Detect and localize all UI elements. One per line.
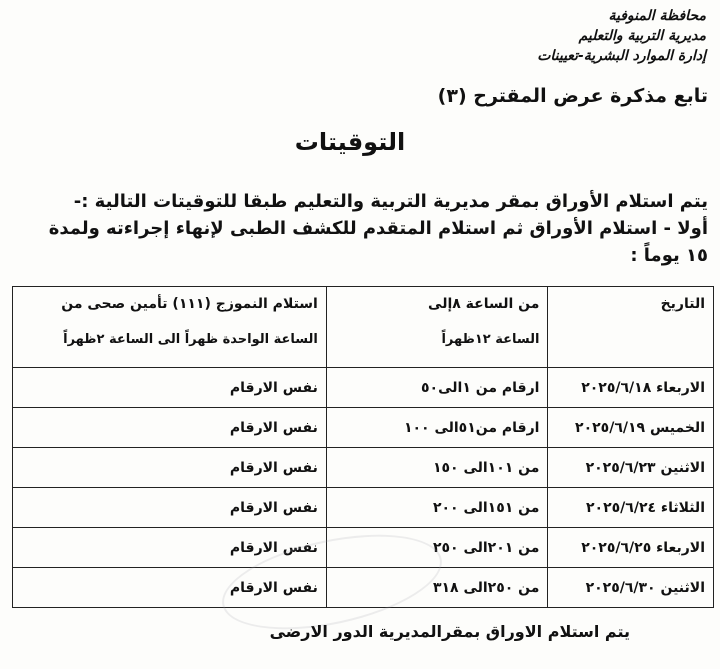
intro-line-2: أولا - استلام الأوراق ثم استلام المتقدم للكشف الطبى لإنهاء إجراءته ولمدة <box>48 218 708 239</box>
table-row <box>13 368 714 408</box>
department-name: إدارة الموارد البشرية-تعيينات <box>537 48 706 64</box>
table-header-row <box>13 287 714 368</box>
row-date: الاثنين ٢٠٢٥/٦/٢٣ <box>548 448 714 488</box>
header-time-line-2: الساعة ١٢ظهراً <box>441 332 540 347</box>
row-form-numbers: نفس الارقام <box>13 408 327 448</box>
row-number-range: ارقام من٥١الى ١٠٠ <box>326 408 548 448</box>
table-row <box>13 448 714 488</box>
intro-paragraph <box>8 188 708 269</box>
row-number-range: من ١٠١الى ١٥٠ <box>326 448 548 488</box>
header-form-receipt <box>13 287 327 368</box>
header-form-line-2: الساعة الواحدة ظهراً الى الساعة ٢ظهراً <box>63 332 318 347</box>
row-number-range: من ١٥١الى ٢٠٠ <box>326 488 548 528</box>
row-date: الخميس ٢٠٢٥/٦/١٩ <box>548 408 714 448</box>
row-form-numbers: نفس الارقام <box>13 368 327 408</box>
row-form-numbers: نفس الارقام <box>13 528 327 568</box>
header-date <box>548 287 714 368</box>
table-row <box>13 488 714 528</box>
row-form-numbers: نفس الارقام <box>13 448 327 488</box>
row-date: الاثنين ٢٠٢٥/٦/٣٠ <box>548 568 714 608</box>
row-date: الاربعاء ٢٠٢٥/٦/٢٥ <box>548 528 714 568</box>
table-row <box>13 528 714 568</box>
intro-line-3: ١٥ يوماً : <box>630 245 708 266</box>
row-number-range: ارقام من ١الى٥٠ <box>326 368 548 408</box>
table-row <box>13 408 714 448</box>
header-time-line-1: من الساعة ٨إلى <box>428 296 540 312</box>
organization-header <box>537 6 706 66</box>
governorate-name: محافظة المنوفية <box>608 8 706 24</box>
intro-line-1: يتم استلام الأوراق بمقر مديرية التربية والتعليم طبقا للتوقيتات التالية :- <box>73 191 708 212</box>
row-date: الاربعاء ٢٠٢٥/٦/١٨ <box>548 368 714 408</box>
row-form-numbers: نفس الارقام <box>13 568 327 608</box>
row-form-numbers: نفس الارقام <box>13 488 327 528</box>
header-date-label: التاريخ <box>660 296 705 312</box>
row-number-range: من ٢٥٠الى ٣١٨ <box>326 568 548 608</box>
schedule-table <box>12 286 714 608</box>
page-title: التوقيتات <box>294 128 406 156</box>
header-form-line-1: استلام النموزج (١١١) تأمين صحى من <box>61 296 318 312</box>
row-date: الثلاثاء ٢٠٢٥/٦/٢٤ <box>548 488 714 528</box>
row-number-range: من ٢٠١الى ٢٥٠ <box>326 528 548 568</box>
memo-followup: تابع مذكرة عرض المقترح (٣) <box>437 85 708 107</box>
table-row <box>13 568 714 608</box>
header-time <box>326 287 548 368</box>
footer-note: يتم استلام الاوراق بمقرالمديرية الدور الارضى <box>269 622 630 641</box>
directorate-name: مديرية التربية والتعليم <box>578 28 706 44</box>
